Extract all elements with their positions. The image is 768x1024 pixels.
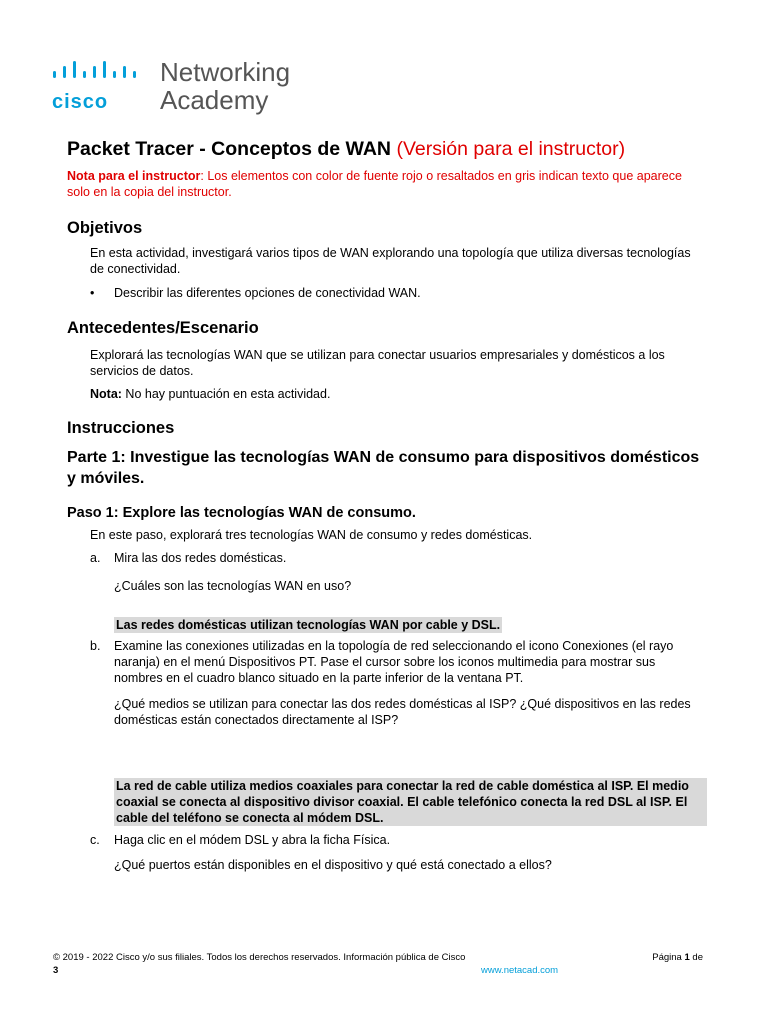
logo-line-academy: Academy: [160, 85, 269, 115]
instructor-note-label: Nota para el instructor: [67, 169, 201, 183]
cisco-bars-icon: [52, 58, 142, 84]
objectives-heading: Objetivos: [67, 219, 143, 237]
background-heading: Antecedentes/Escenario: [67, 319, 259, 337]
background-note-label: Nota:: [90, 387, 122, 401]
page-of: de: [692, 952, 703, 963]
bullet-symbol: •: [90, 286, 95, 300]
list-item-text: Haga clic en el módem DSL y abra la ficha Física.: [114, 833, 391, 847]
question-c: ¿Qué puertos están disponibles en el dispositivo y qué está conectado a ellos?: [114, 858, 552, 872]
objectives-text: En esta actividad, investigará varios tipos de WAN explorando una topología que utiliza diversas tecnologías de conectividad.: [90, 246, 691, 276]
list-item-a: [90, 550, 707, 566]
cisco-wordmark: cisco: [52, 91, 109, 113]
step1-heading: Paso 1: Explore las tecnologías WAN de consumo.: [67, 505, 416, 521]
part1-heading: Parte 1: Investigue las tecnologías WAN de consumo para dispositivos domésticos y móviles.: [67, 449, 700, 487]
list-item-letter: c.: [90, 833, 100, 847]
background-text: Explorará las tecnologías WAN que se utilizan para conectar usuarios empresariales y domésticos a los servicios de datos.: [90, 348, 665, 378]
list-item-text: Mira las dos redes domésticas.: [114, 551, 287, 565]
page-current: 1: [684, 952, 690, 963]
list-item-text: Examine las conexiones utilizadas en la topología de red seleccionando el icono Conexiones (el rayo naranja) en el menú Dispositivos PT. Pase el cursor sobre los iconos multimedia para mostrar sus nombres en el cuadro blanco situado en la parte inferior de la ventana PT.: [114, 639, 674, 685]
netacad-link[interactable]: www.netacad.com: [481, 965, 559, 976]
objectives-bullet-text: Describir las diferentes opciones de conectividad WAN.: [114, 286, 421, 300]
question-b: ¿Qué medios se utilizan para conectar las dos redes domésticas al ISP? ¿Qué dispositivos en las redes domésticas están conectados directamente al ISP?: [114, 697, 691, 727]
list-item-b: [90, 638, 707, 686]
background-note: [90, 386, 707, 402]
answer-b: La red de cable utiliza medios coaxiales para conectar la red de cable doméstica al ISP. El medio coaxial se conecta al dispositivo divisor coaxial. El cable telefónico conecta la red DSL al ISP. El cable del teléfono se conecta al módem DSL.: [114, 778, 707, 826]
list-item-c: [90, 832, 707, 848]
instructor-note: [67, 168, 707, 200]
list-item-letter: b.: [90, 639, 101, 653]
page-label: Página: [652, 952, 682, 963]
title-instructor-version: (Versión para el instructor): [396, 138, 626, 160]
instructor-note-text: : Los elementos con color de fuente rojo o resaltados en gris indican texto que aparece solo en la copia del instructor.: [67, 169, 682, 199]
title-text: Packet Tracer - Conceptos de WAN: [67, 138, 392, 160]
page-footer: [53, 951, 703, 977]
logo-line-networking: Networking: [160, 57, 291, 87]
academy-wordmark: [160, 58, 290, 114]
page-number: [652, 951, 703, 964]
background-note-text: No hay puntuación en esta actividad.: [121, 387, 331, 401]
list-item-letter: a.: [90, 551, 101, 565]
cisco-networking-academy-logo: [52, 58, 312, 118]
question-a: ¿Cuáles son las tecnologías WAN en uso?: [114, 579, 352, 593]
page-total: [53, 964, 703, 977]
page-title: [67, 136, 707, 162]
document-body: [67, 136, 707, 873]
instructions-heading: Instrucciones: [67, 419, 175, 437]
step1-intro: En este paso, explorará tres tecnologías WAN de consumo y redes domésticas.: [90, 528, 533, 542]
footer-copyright: © 2019 - 2022 Cisco y/o sus filiales. Todos los derechos reservados. Información pública de Cisco: [53, 952, 466, 963]
objectives-bullet: [90, 285, 707, 301]
answer-a: Las redes domésticas utilizan tecnologías WAN por cable y DSL.: [116, 618, 501, 632]
page-total-value: 3: [53, 965, 59, 976]
